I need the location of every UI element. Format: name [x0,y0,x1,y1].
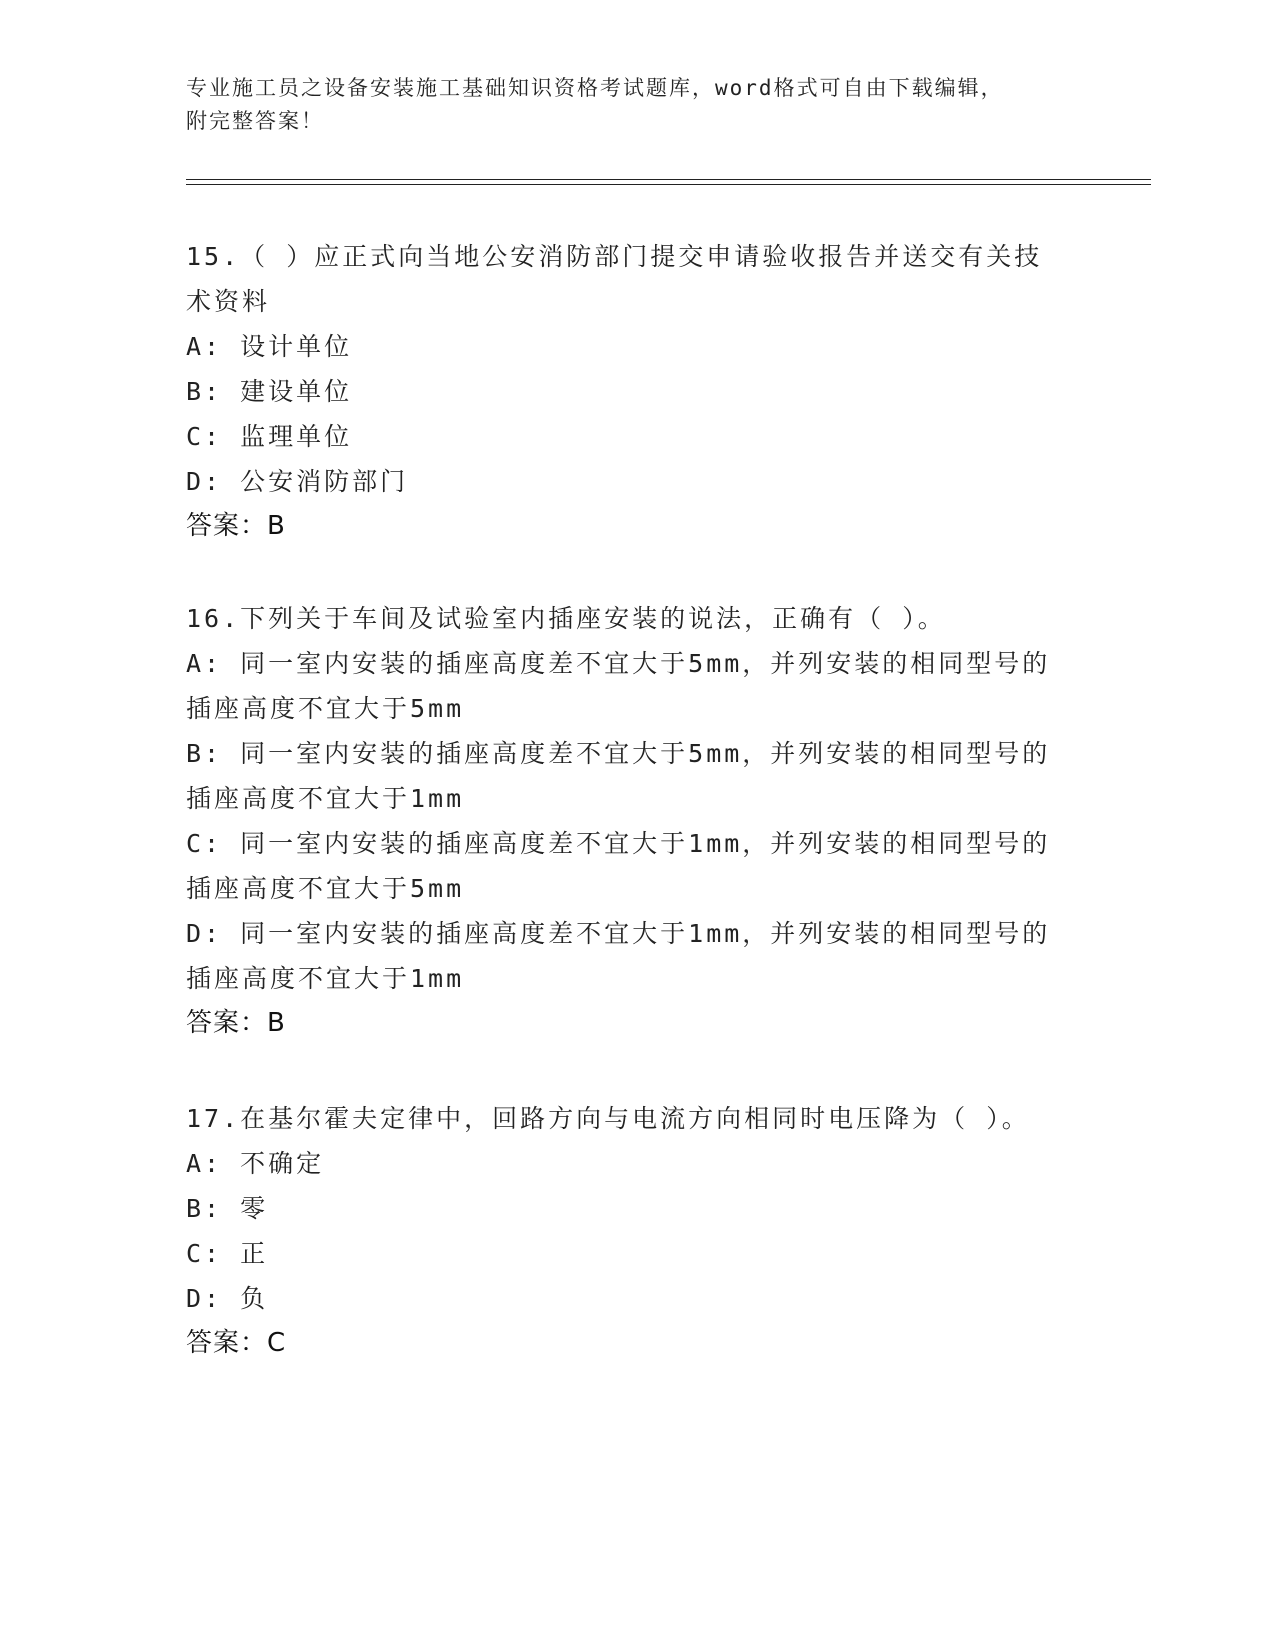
option-a: A: 设计单位 [186,332,353,361]
question-block [186,596,1066,1046]
option-c: C: 同一室内安装的插座高度差不宜大于1mm，并列安装的相同型号的 [186,829,1051,858]
answer-label: 答案：C [186,1328,287,1358]
question-stem: 16.下列关于车间及试验室内插座安装的说法，正确有（ ）。 [186,604,946,633]
option-a: A: 同一室内安装的插座高度差不宜大于5mm，并列安装的相同型号的 [186,649,1051,678]
answer-label: 答案：B [186,511,286,541]
option-d: D: 负 [186,1284,269,1313]
header-title-line: 专业施工员之设备安装施工基础知识资格考试题库，word格式可自由下载编辑， [186,76,1004,100]
answer-label: 答案：B [186,1008,286,1038]
option-b: B: 同一室内安装的插座高度差不宜大于5mm，并列安装的相同型号的 [186,739,1051,768]
option-d-continued: 插座高度不宜大于1mm [186,964,465,993]
option-c: C: 正 [186,1239,269,1268]
question-block [186,234,1066,549]
option-d: D: 公安消防部门 [186,467,409,496]
option-b: B: 建设单位 [186,377,353,406]
question-stem: 15.（ ）应正式向当地公安消防部门提交申请验收报告并送交有关技 [186,242,1043,271]
document-header [186,72,1086,138]
option-a-continued: 插座高度不宜大于5mm [186,694,465,723]
option-b: B: 零 [186,1194,269,1223]
option-a: A: 不确定 [186,1149,325,1178]
question-stem: 术资料 [186,287,271,316]
option-c: C: 监理单位 [186,422,353,451]
question-block [186,1096,1066,1366]
option-b-continued: 插座高度不宜大于1mm [186,784,465,813]
header-title-line: 附完整答案！ [186,109,324,133]
header-divider [186,184,1151,185]
question-stem: 17.在基尔霍夫定律中，回路方向与电流方向相同时电压降为（ ）。 [186,1104,1030,1133]
header-divider [186,179,1151,180]
option-d: D: 同一室内安装的插座高度差不宜大于1mm，并列安装的相同型号的 [186,919,1051,948]
option-c-continued: 插座高度不宜大于5mm [186,874,465,903]
